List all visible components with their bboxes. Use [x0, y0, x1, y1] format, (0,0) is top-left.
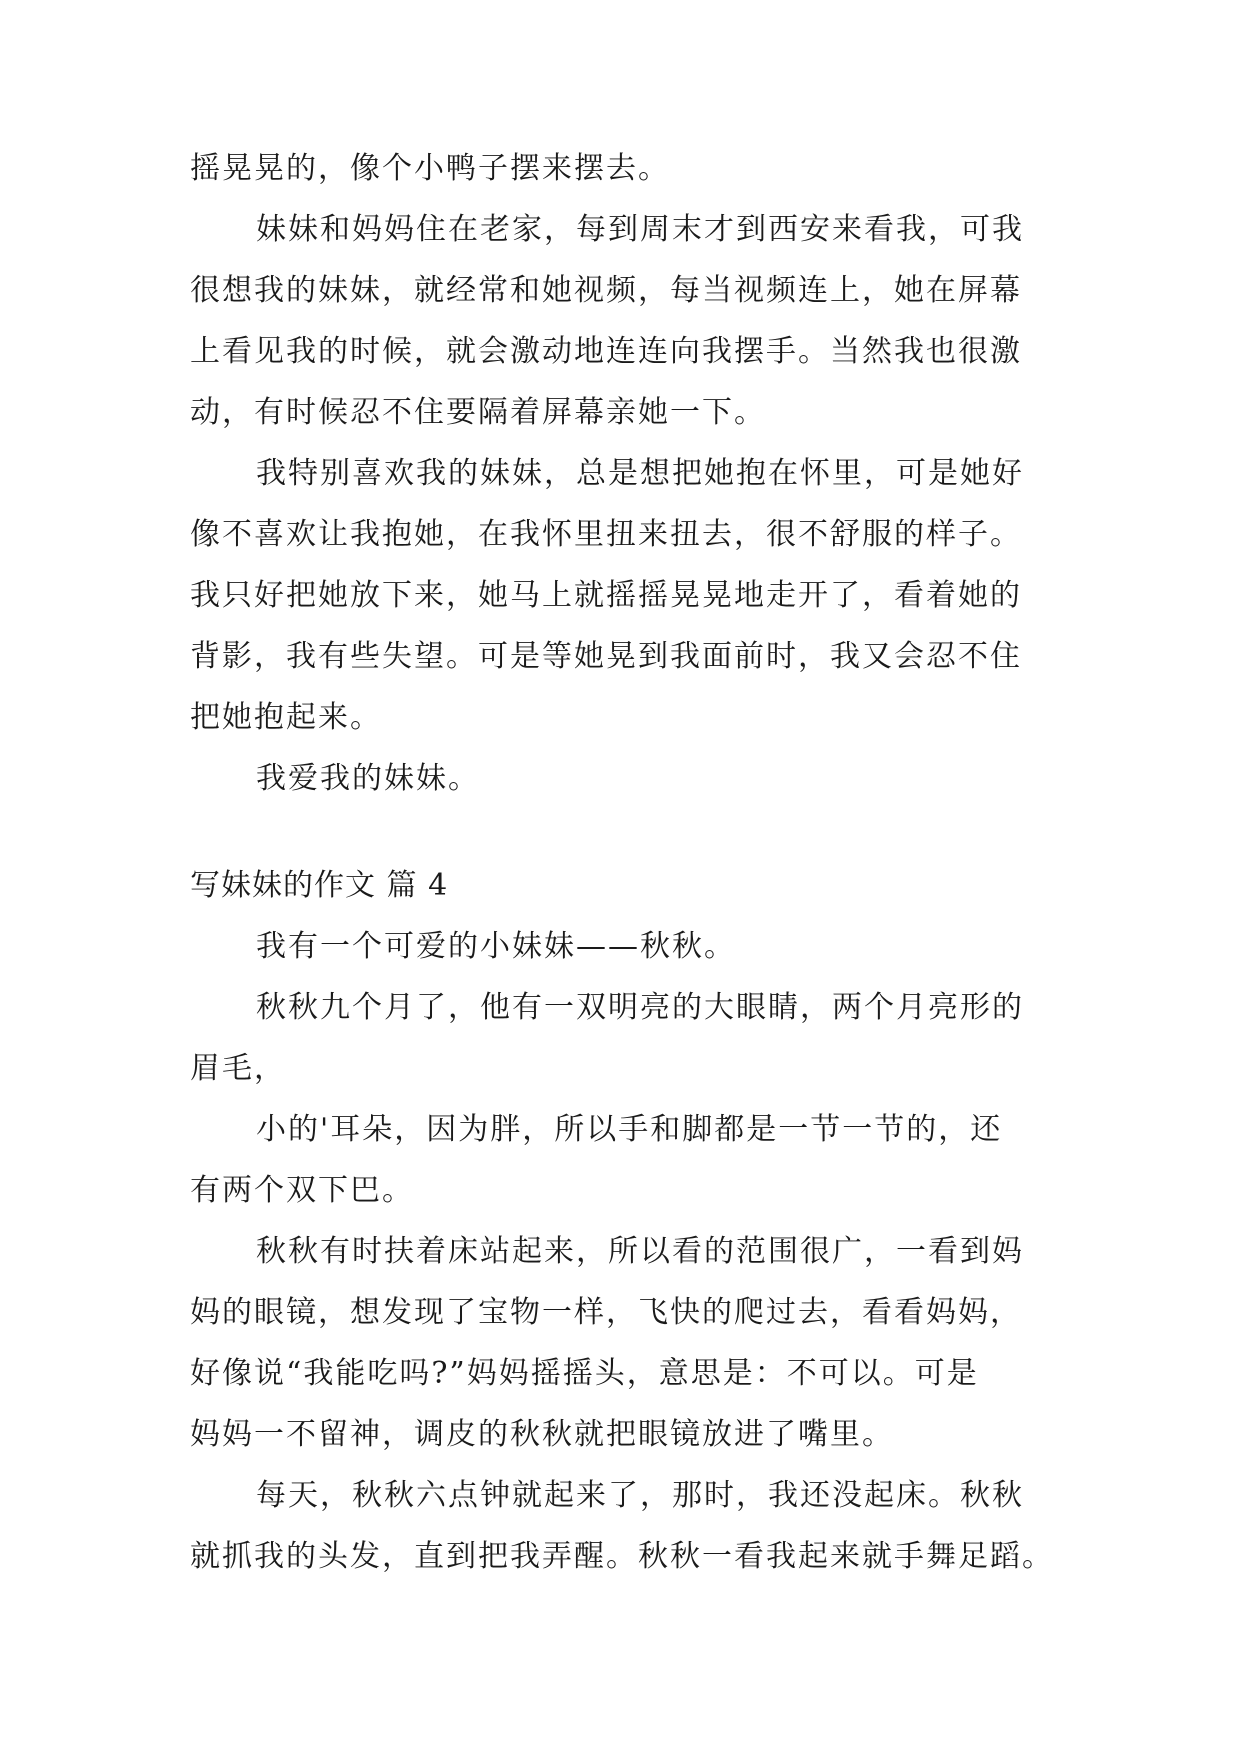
text-line: 我爱我的妹妹。 — [256, 761, 480, 796]
text-line: 小的'耳朵，因为胖，所以手和脚都是一节一节的，还 — [256, 1112, 1003, 1147]
text-line: 背影，我有些失望。可是等她晃到我面前时，我又会忍不住 — [190, 639, 1022, 674]
text-line: 有两个双下巴。 — [190, 1173, 414, 1208]
text-line: 我有一个可爱的小妹妹——秋秋。 — [256, 929, 736, 964]
text-line: 我只好把她放下来，她马上就摇摇晃晃地走开了，看着她的 — [190, 578, 1022, 613]
text-line: 我特别喜欢我的妹妹，总是想把她抱在怀里，可是她好 — [256, 456, 1024, 491]
text-line: 很想我的妹妹，就经常和她视频，每当视频连上，她在屏幕 — [190, 273, 1022, 308]
section-1-body — [190, 138, 1050, 809]
section-2-body — [190, 916, 1054, 1587]
text-line: 妈的眼镜，想发现了宝物一样，飞快的爬过去，看看妈妈， — [190, 1295, 1022, 1330]
text-line: 好像说“我能吃吗?”妈妈摇摇头，意思是：不可以。可是 — [190, 1356, 979, 1391]
text-line: 像不喜欢让我抱她，在我怀里扭来扭去，很不舒服的样子。 — [190, 517, 1022, 552]
section-heading: 写妹妹的作文 篇 4 — [190, 868, 449, 903]
text-line: 秋秋九个月了，他有一双明亮的大眼睛，两个月亮形的 — [256, 990, 1024, 1025]
text-line: 就抓我的头发，直到把我弄醒。秋秋一看我起来就手舞足蹈。 — [190, 1539, 1054, 1574]
text-line: 上看见我的时候，就会激动地连连向我摆手。当然我也很激 — [190, 334, 1022, 369]
text-line: 把她抱起来。 — [190, 700, 382, 735]
text-line: 秋秋有时扶着床站起来，所以看的范围很广，一看到妈 — [256, 1234, 1024, 1269]
text-line: 动，有时候忍不住要隔着屏幕亲她一下。 — [190, 395, 766, 430]
text-line: 摇晃晃的，像个小鸭子摆来摆去。 — [190, 151, 670, 186]
text-line: 每天，秋秋六点钟就起来了，那时，我还没起床。秋秋 — [256, 1478, 1024, 1513]
section-2-heading-block — [190, 855, 1050, 916]
text-line: 眉毛， — [190, 1051, 286, 1086]
text-line: 妹妹和妈妈住在老家，每到周末才到西安来看我，可我 — [256, 212, 1024, 247]
text-line: 妈妈一不留神，调皮的秋秋就把眼镜放进了嘴里。 — [190, 1417, 894, 1452]
